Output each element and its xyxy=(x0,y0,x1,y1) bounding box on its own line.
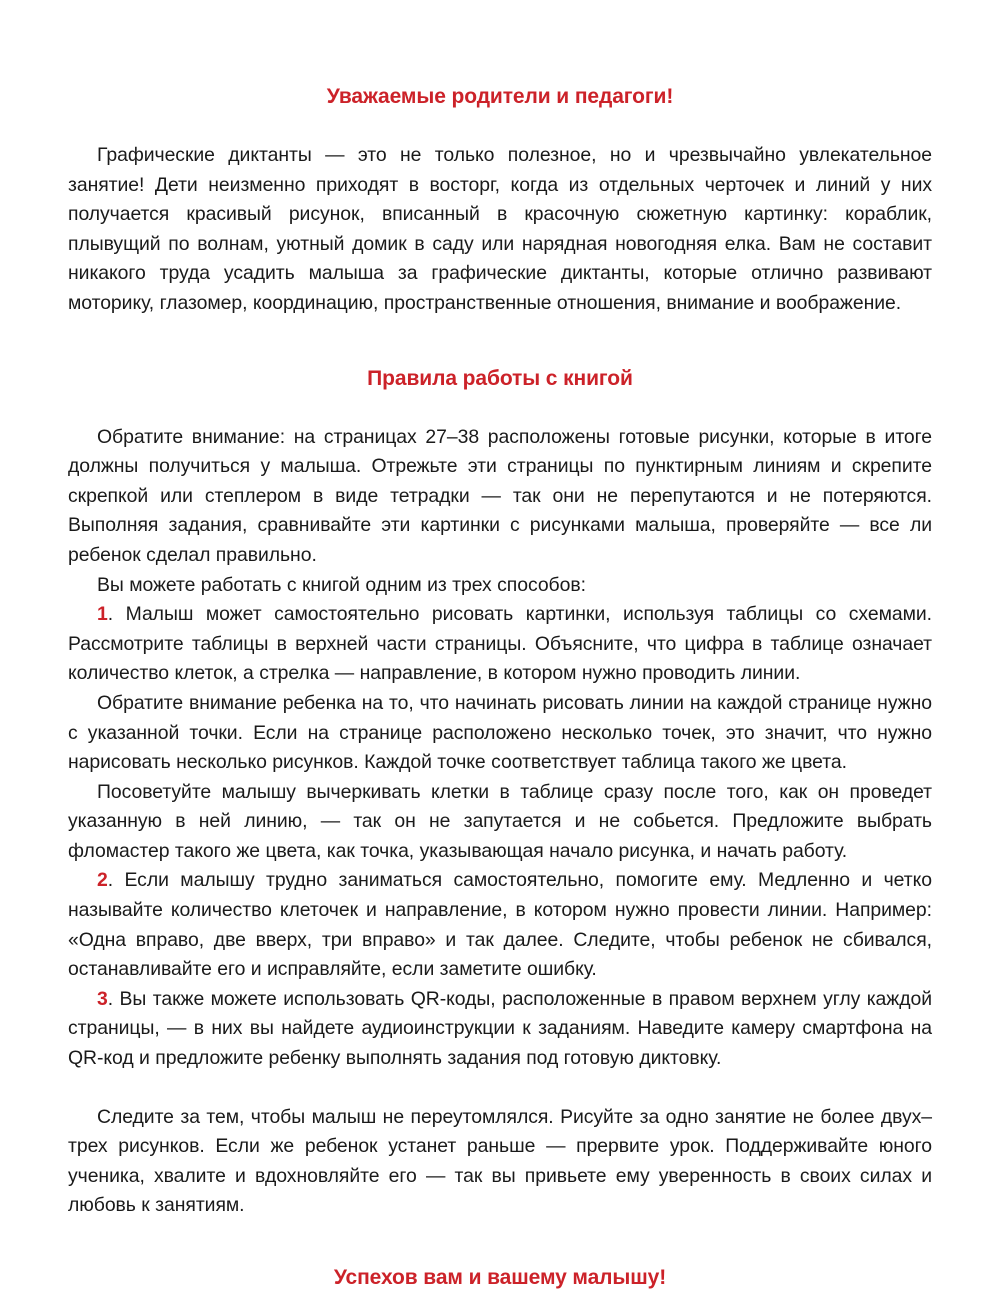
rules-item-3-dot: . xyxy=(107,987,114,1010)
page-content xyxy=(68,0,932,1291)
rules-item-2-text: Если малышу трудно заниматься самостоятельно, помогите ему. Медленно и четко называйте количество клеточек и направление, в котором нужно провести линии. Например: «Одна вправо, две вверх, три вправо» и так далее. Следите, чтобы ребенок не сбивался, останавливайте его и исправляйте, если заметите ошибку. xyxy=(68,869,932,981)
closing-paragraph: Следите за тем, чтобы малыш не переутомлялся. Рисуйте за одно занятие не более двух–трех рисунков. Если же ребенок устанет раньше — прервите урок. Поддерживайте юного ученика, хвалите и вдохновляйте его — так вы привьете ему уверенность в своих силах и любовь к занятиям. xyxy=(68,1105,932,1217)
rules-item-3-text: Вы также можете использовать QR-коды, расположенные в правом верхнем углу каждой страницы, — в них вы найдете аудиоинструкции к заданиям. Наведите камеру смартфона на QR-код и предложите ребенку выполнять задания под готовую диктовку. xyxy=(68,987,932,1070)
intro-paragraph: Графические диктанты — это не только полезное, но и чрезвычайно увлекательное занятие! Дети неизменно приходят в восторг, когда из отдельных черточек и линий у них получается красивый рисунок, вписанный в красочную сюжетную картинку: кораблик, плывущий по волнам, уютный домик в саду или нарядная новогодняя елка. Вам не составит никакого труда усадить малыша за графические диктанты, которые отлично развивают моторику, глазомер, координацию, пространственные отношения, внимание и воображение. xyxy=(68,144,932,314)
rules-item-1-number: 1 xyxy=(97,603,108,626)
rules-item-1 xyxy=(68,600,932,689)
section-heading-rules: Правила работы с книгой xyxy=(367,366,633,390)
page-title: Уважаемые родители и педагоги! xyxy=(326,85,674,108)
rules-cross-out-paragraph: Посоветуйте малышу вычеркивать клетки в таблице сразу после того, как он проведет указанную в ней линию, — так он не запутается и не собьется. Предложите выбрать фломастер такого же цвета, как точка, указывающая начало рисунка, и начать работу. xyxy=(68,780,932,862)
rules-item-1-text: Малыш может самостоятельно рисовать картинки, используя таблицы со схемами. Рассмотрите таблицы в верхней части страницы. Объясните, что цифра в таблице означает количество клеток, а стрелка — направление, в котором нужно проводить линии. xyxy=(68,603,932,685)
rules-start-point-paragraph: Обратите внимание ребенка на то, что начинать рисовать линии на каждой странице нужно с указанной точки. Если на странице расположено несколько точек, это значит, что нужно нарисовать несколько рисунков. Каждой точке соответствует таблица такого же цвета. xyxy=(68,691,932,774)
closing-heading: Успехов вам и вашему малышу! xyxy=(333,1266,667,1289)
rules-item-1-dot: . xyxy=(107,603,114,626)
rules-item-3-number: 3 xyxy=(97,987,108,1010)
rules-item-3 xyxy=(68,985,932,1074)
rules-item-2-dot: . xyxy=(107,869,114,892)
rules-item-2 xyxy=(68,866,932,984)
rules-item-2-number: 2 xyxy=(97,869,108,892)
rules-ways-paragraph: Вы можете работать с книгой одним из трех способов: xyxy=(97,573,586,596)
rules-pages-paragraph: Обратите внимание: на страницах 27–38 расположены готовые рисунки, которые в итоге должны получиться у малыша. Отрежьте эти страницы по пунктирным линиям и скрепите скрепкой или степлером в виде тетрадки — так они не перепутаются и не потеряются. Выполняя задания, сравнивайте эти картинки с рисунками малыша, проверяйте — все ли ребенок сделал правильно. xyxy=(68,425,932,566)
